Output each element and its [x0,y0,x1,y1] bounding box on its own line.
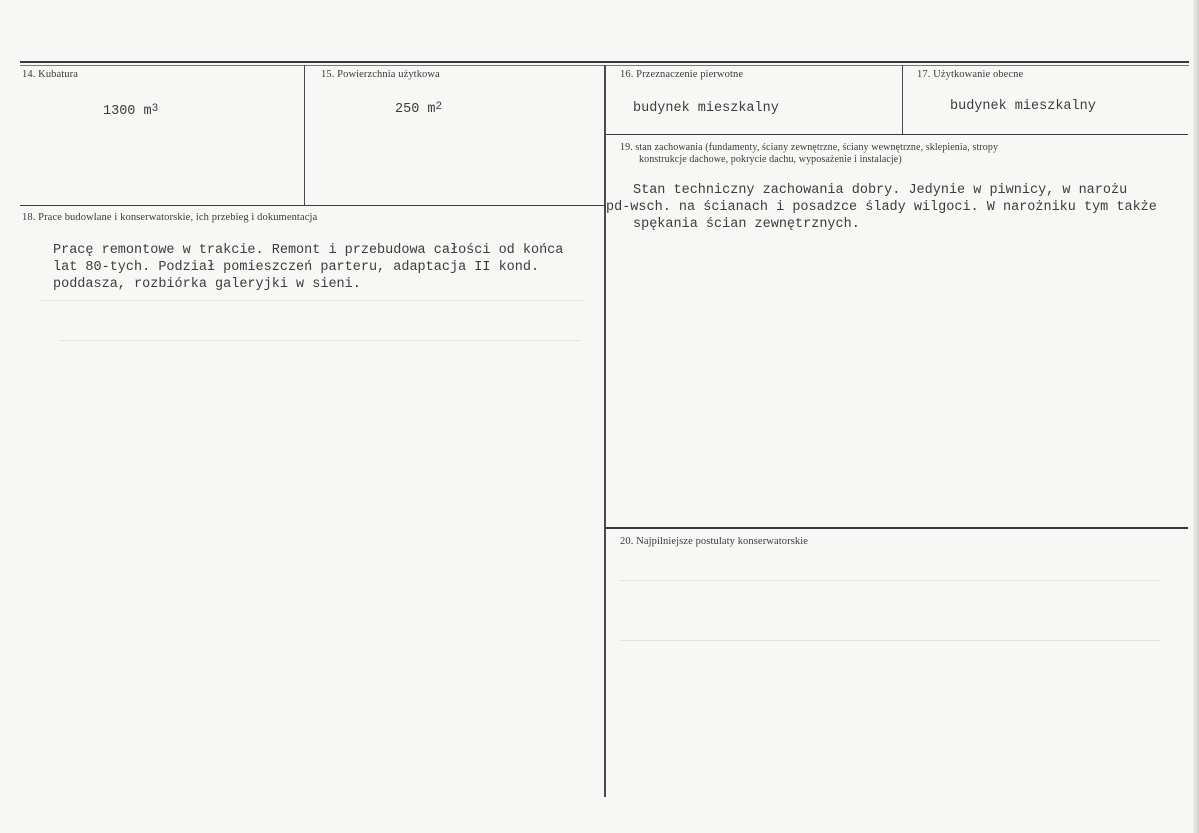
field-14-label: 14. Kubatura [22,69,79,80]
kubatura-unit-exponent: 3 [151,103,159,115]
faint-rule [620,640,1160,641]
page-edge [1193,0,1199,833]
field-16-value: budynek mieszkalny [633,101,779,116]
field-15-value [395,101,442,119]
field-18-line: Pracę remontowe w trakcie. Remont i przebudowa całości od końca [53,243,564,258]
field-19-line: pd-wsch. na ścianach i posadzce ślady wilgoci. W narożniku tym także [606,200,1157,215]
field-17-label: 17. Użytkowanie obecne [917,69,1024,80]
field-19-label-line1: 19. stan zachowania (fundamenty, ściany zewnętrzne, ściany wewnętrzne, sklepienia, stropy [620,142,999,153]
field-18-line: lat 80-tych. Podział pomieszczeń parteru, adaptacja II kond. [53,260,540,275]
faint-rule [60,340,580,341]
field-14-value [103,103,158,121]
field-16-label: 16. Przeznaczenie pierwotne [620,69,744,80]
faint-rule [40,300,585,301]
rule-under-16-17 [606,134,1188,135]
field-18-line: poddasza, rozbiórka galeryjki w sieni. [53,277,361,292]
kubatura-value: 1300 m [103,104,152,119]
center-divider [604,65,606,797]
rule-above-20 [606,527,1188,529]
faint-rule [620,580,1160,581]
divider-16-17 [902,65,903,135]
field-19-line: spękania ścian zewnętrznych. [633,217,860,232]
area-value: 250 m [395,102,436,117]
field-20-label: 20. Najpilniejsze postulaty konserwatorskie [620,536,809,547]
field-17-value: budynek mieszkalny [950,99,1096,114]
field-15-label: 15. Powierzchnia użytkowa [321,69,440,80]
area-unit-exponent: 2 [435,101,443,113]
field-18-label: 18. Prace budowlane i konserwatorskie, ich przebieg i dokumentacja [22,212,318,223]
top-rule [20,61,1189,63]
rule-under-14-15 [20,205,605,206]
divider-14-15 [304,65,305,205]
field-19-label-line2: konstrukcje dachowe, pokrycie dachu, wyposażenie i instalacje) [639,154,902,165]
field-19-line: Stan techniczny zachowania dobry. Jedynie w piwnicy, w narożu [633,183,1128,198]
